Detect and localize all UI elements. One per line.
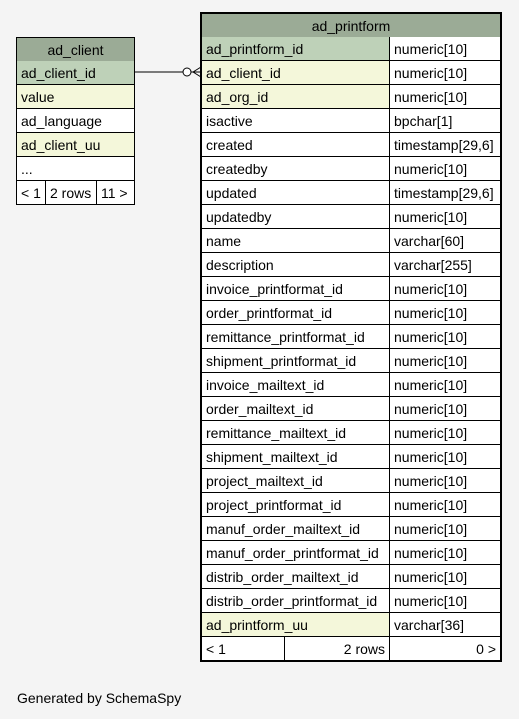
column-type: timestamp[29,6] [390, 181, 500, 204]
column-name: createdby [202, 157, 389, 180]
column-name: name [202, 229, 389, 252]
column-type: timestamp[29,6] [390, 133, 500, 156]
column-name: distrib_order_mailtext_id [202, 565, 389, 588]
ad-client-table[interactable] [16, 37, 135, 205]
column-row-shipment-printformat-id[interactable] [202, 349, 500, 372]
column-row-ad-printform-id[interactable] [202, 37, 500, 60]
column-name: distrib_order_printformat_id [202, 589, 389, 612]
column-row-invoice-mailtext-id[interactable] [202, 373, 500, 396]
column-row-value[interactable] [17, 85, 134, 108]
column-row-manuf-order-printformat-id[interactable] [202, 541, 500, 564]
column-name: description [202, 253, 389, 276]
column-name: updatedby [202, 205, 389, 228]
column-type: numeric[10] [390, 349, 500, 372]
column-type: numeric[10] [390, 37, 500, 60]
table-header [202, 14, 500, 37]
column-type: numeric[10] [390, 445, 500, 468]
column-type: varchar[60] [390, 229, 500, 252]
column-row-ad-language[interactable] [17, 109, 134, 132]
column-name: shipment_mailtext_id [202, 445, 389, 468]
column-row-updated[interactable] [202, 181, 500, 204]
column-name: ad_client_id [17, 61, 134, 84]
column-row-ad-client-uu[interactable] [17, 133, 134, 156]
column-type: varchar[255] [390, 253, 500, 276]
column-type: numeric[10] [390, 397, 500, 420]
column-row-invoice-printformat-id[interactable] [202, 277, 500, 300]
column-type: numeric[10] [390, 565, 500, 588]
column-row-remittance-mailtext-id[interactable] [202, 421, 500, 444]
footer-rows: 2 rows [46, 181, 96, 204]
column-row-createdby[interactable] [202, 157, 500, 180]
column-type: numeric[10] [390, 589, 500, 612]
column-row-ad-printform-uu[interactable] [202, 613, 500, 636]
column-name: ad_org_id [202, 85, 389, 108]
column-name: created [202, 133, 389, 156]
column-name: remittance_mailtext_id [202, 421, 389, 444]
column-name: order_mailtext_id [202, 397, 389, 420]
column-name: ad_language [17, 109, 134, 132]
table-footer [17, 181, 134, 204]
column-type: numeric[10] [390, 61, 500, 84]
column-row-ad-org-id[interactable] [202, 85, 500, 108]
column-row-created[interactable] [202, 133, 500, 156]
footer-parents: < 1 [17, 181, 45, 204]
optional-marker [183, 68, 191, 76]
table-title: ad_printform [202, 14, 500, 37]
table-header [17, 38, 134, 61]
column-name: manuf_order_mailtext_id [202, 517, 389, 540]
column-type: numeric[10] [390, 517, 500, 540]
column-row-project-printformat-id[interactable] [202, 493, 500, 516]
column-row-remittance-printformat-id[interactable] [202, 325, 500, 348]
column-name: invoice_printformat_id [202, 277, 389, 300]
column-row-ad-client-id[interactable] [202, 61, 500, 84]
column-type: numeric[10] [390, 301, 500, 324]
generated-by-text: Generated by SchemaSpy [17, 690, 182, 706]
column-name: ad_client_uu [17, 133, 134, 156]
column-row-[interactable] [17, 157, 134, 180]
column-row-ad-client-id[interactable] [17, 61, 134, 84]
column-name: ad_client_id [202, 61, 389, 84]
column-name: isactive [202, 109, 389, 132]
ad-printform-table[interactable] [200, 12, 502, 662]
column-row-updatedby[interactable] [202, 205, 500, 228]
table-footer [202, 637, 500, 660]
column-type: numeric[10] [390, 421, 500, 444]
column-type: numeric[10] [390, 277, 500, 300]
column-name: value [17, 85, 134, 108]
table-title: ad_client [17, 38, 134, 61]
footer-children: 0 > [390, 637, 500, 660]
column-row-order-mailtext-id[interactable] [202, 397, 500, 420]
column-name: shipment_printformat_id [202, 349, 389, 372]
footer-parents: < 1 [202, 637, 284, 660]
column-row-isactive[interactable] [202, 109, 500, 132]
column-name: manuf_order_printformat_id [202, 541, 389, 564]
column-row-shipment-mailtext-id[interactable] [202, 445, 500, 468]
column-row-name[interactable] [202, 229, 500, 252]
column-row-project-mailtext-id[interactable] [202, 469, 500, 492]
column-type: bpchar[1] [390, 109, 500, 132]
column-type: numeric[10] [390, 469, 500, 492]
column-name: ad_printform_uu [202, 613, 389, 636]
column-type: numeric[10] [390, 373, 500, 396]
column-row-manuf-order-mailtext-id[interactable] [202, 517, 500, 540]
footer-rows: 2 rows [285, 637, 389, 660]
column-type: numeric[10] [390, 85, 500, 108]
column-type: numeric[10] [390, 157, 500, 180]
column-row-order-printformat-id[interactable] [202, 301, 500, 324]
footer-children: 11 > [97, 181, 134, 204]
column-name: order_printformat_id [202, 301, 389, 324]
column-row-distrib-order-printformat-id[interactable] [202, 589, 500, 612]
column-row-distrib-order-mailtext-id[interactable] [202, 565, 500, 588]
column-row-description[interactable] [202, 253, 500, 276]
column-name: project_printformat_id [202, 493, 389, 516]
column-type: numeric[10] [390, 493, 500, 516]
column-type: numeric[10] [390, 205, 500, 228]
column-type: numeric[10] [390, 541, 500, 564]
column-name: invoice_mailtext_id [202, 373, 389, 396]
column-type: varchar[36] [390, 613, 500, 636]
column-name: ad_printform_id [202, 37, 389, 60]
column-name: updated [202, 181, 389, 204]
column-name: remittance_printformat_id [202, 325, 389, 348]
column-type: numeric[10] [390, 325, 500, 348]
column-name: project_mailtext_id [202, 469, 389, 492]
column-name: ... [17, 157, 134, 180]
